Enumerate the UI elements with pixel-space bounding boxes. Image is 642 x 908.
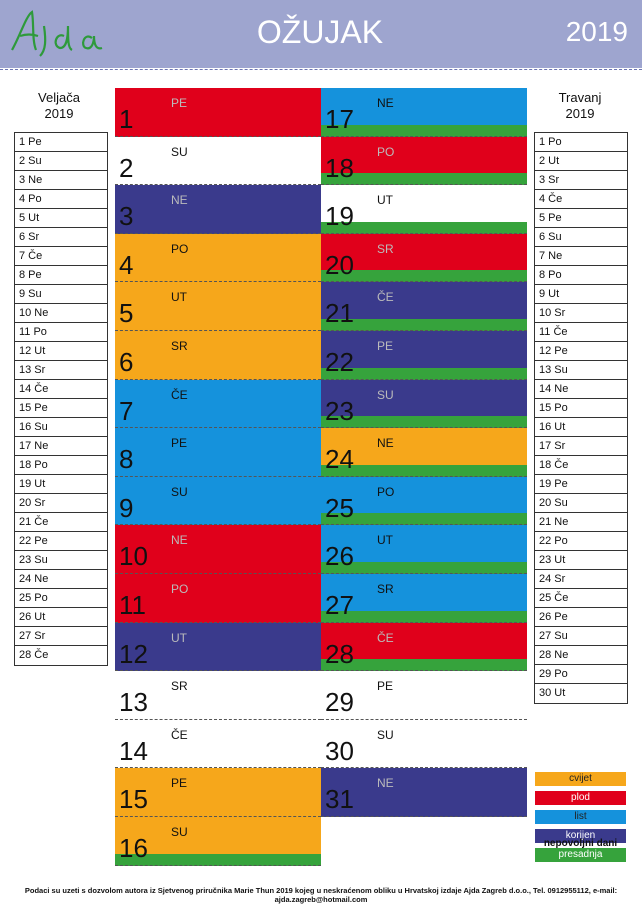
- day-weekday: NE: [377, 436, 394, 451]
- prev-month-day-row: 20 Sr: [15, 494, 107, 513]
- prev-month-day-row: 21 Če: [15, 513, 107, 532]
- day-weekday: PE: [377, 339, 394, 353]
- day-number: 24: [325, 444, 354, 475]
- day-number: 17: [325, 104, 354, 134]
- day-cell: [115, 88, 321, 137]
- next-month-day-row: 10 Sr: [535, 304, 627, 323]
- day-cell: [321, 671, 527, 720]
- next-month-day-row: 28 Ne: [535, 646, 627, 665]
- day-separator: [115, 865, 321, 866]
- prev-month-day-row: 16 Su: [15, 418, 107, 437]
- day-cell: [115, 574, 321, 623]
- day-weekday: SU: [171, 484, 188, 499]
- day-weekday: UT: [171, 630, 187, 645]
- day-number: 28: [325, 638, 354, 669]
- day-cell: [115, 768, 321, 817]
- next-month-day-list: [534, 132, 628, 704]
- next-month-day-row: 30 Ut: [539, 687, 566, 699]
- prev-month-day-row: 15 Pe: [15, 399, 107, 418]
- prev-month-day-row: 18 Po: [15, 456, 107, 475]
- day-cell: [321, 720, 527, 769]
- next-month-day-row: 19 Pe: [535, 475, 627, 494]
- legend-unfavourable-days: nepovoljni dani: [543, 838, 618, 849]
- day-cell: [321, 477, 527, 526]
- prev-month-title: Veljača: [38, 90, 80, 105]
- day-number: 22: [325, 347, 354, 377]
- next-month-day-row: 18 Če: [535, 456, 627, 475]
- legend-item-presadnja: presadnja: [535, 848, 626, 862]
- day-weekday: NE: [171, 193, 188, 208]
- day-cell: [321, 623, 527, 672]
- day-weekday: ČE: [171, 387, 188, 402]
- day-number: 13: [119, 687, 148, 718]
- prev-month-day-row: 3 Ne: [15, 171, 107, 190]
- day-number: 14: [119, 735, 148, 766]
- day-cell: [115, 623, 321, 672]
- day-weekday: PO: [377, 484, 395, 499]
- day-constellation-fill: [115, 331, 321, 380]
- day-constellation-fill: [115, 282, 321, 331]
- day-constellation-fill: [115, 477, 321, 526]
- prev-month-day-row: 28 Če: [19, 649, 49, 661]
- day-constellation-fill: [115, 428, 321, 477]
- prev-month-day-row: 2 Su: [15, 152, 107, 171]
- day-weekday: PO: [171, 582, 189, 596]
- next-month-day-row: 8 Po: [535, 266, 627, 285]
- ajda-logo: [6, 6, 126, 58]
- next-month-title: Travanj: [558, 90, 602, 105]
- day-weekday: UT: [377, 193, 393, 208]
- day-cell: [321, 574, 527, 623]
- next-month-day-row: 16 Ut: [535, 418, 627, 437]
- day-number: 31: [325, 784, 354, 815]
- prev-month-heading: [14, 90, 104, 122]
- next-month-day-row: 17 Sr: [535, 437, 627, 456]
- day-cell: [115, 282, 321, 331]
- day-constellation-fill: [115, 88, 321, 137]
- next-month-day-row: 27 Su: [535, 627, 627, 646]
- day-number: 8: [119, 444, 134, 475]
- prev-month-day-row: 6 Sr: [15, 228, 107, 247]
- next-month-day-row: 1 Po: [535, 133, 627, 152]
- day-number: 9: [119, 492, 134, 523]
- day-weekday: SU: [171, 144, 188, 159]
- prev-month-day-row: 22 Pe: [15, 532, 107, 551]
- day-number: 20: [325, 249, 354, 280]
- day-cell: [115, 428, 321, 477]
- prev-month-day-row: 24 Ne: [15, 570, 107, 589]
- footer-note: Podaci su uzeti s dozvolom autora iz Sjetvenog priručnika Marie Thun 2019 kojeg u neskraćenom obliku u Hrvatskoj izdaje Ajda Zagreb d.o.o., Tel. 0912955112, e-mail: ajda.zagreb@hotmail.com: [24, 886, 618, 904]
- day-cell: [115, 525, 321, 574]
- day-cell: [321, 282, 527, 331]
- legend-item-korijen: korijen: [535, 829, 626, 843]
- day-weekday: PE: [171, 96, 188, 110]
- day-number: 23: [325, 395, 354, 426]
- prev-month-day-row: 4 Po: [15, 190, 107, 209]
- day-weekday: PE: [377, 679, 394, 694]
- next-month-day-row: 5 Pe: [535, 209, 627, 228]
- day-number: 5: [119, 298, 134, 329]
- day-number: 15: [119, 784, 148, 815]
- next-month-day-row: 12 Pe: [535, 342, 627, 361]
- next-month-day-row: 6 Su: [535, 228, 627, 247]
- prev-month-year: 2019: [44, 106, 74, 121]
- day-cell: [115, 720, 321, 769]
- day-number: 1: [119, 104, 134, 134]
- day-constellation-fill: [115, 380, 321, 429]
- next-month-day-row: 23 Ut: [535, 551, 627, 570]
- next-month-day-row: 14 Ne: [535, 380, 627, 399]
- day-cell: [321, 331, 527, 380]
- month-title: OŽUJAK: [256, 14, 384, 50]
- prev-month-day-row: 1 Pe: [15, 133, 107, 152]
- day-number: 4: [119, 249, 134, 280]
- next-month-day-row: 24 Sr: [535, 570, 627, 589]
- next-month-heading: [534, 90, 626, 122]
- day-number: 16: [119, 833, 148, 863]
- day-cell: [321, 137, 527, 186]
- day-cell: [321, 428, 527, 477]
- day-number: 25: [325, 492, 354, 523]
- next-month-day-row: 2 Ut: [535, 152, 627, 171]
- day-weekday: PO: [377, 144, 395, 159]
- day-weekday: NE: [171, 533, 188, 548]
- day-weekday: NE: [377, 96, 394, 110]
- header-divider: [0, 69, 642, 70]
- prev-month-day-row: 13 Sr: [15, 361, 107, 380]
- prev-month-day-row: 26 Ut: [15, 608, 107, 627]
- day-weekday: SR: [171, 339, 188, 353]
- day-number: 11: [119, 590, 146, 620]
- day-cell: [321, 234, 527, 283]
- next-month-day-row: 11 Če: [535, 323, 627, 342]
- next-month-day-row: 26 Pe: [535, 608, 627, 627]
- day-cell: [115, 477, 321, 526]
- next-month-day-row: 7 Ne: [535, 247, 627, 266]
- day-weekday: NE: [377, 776, 394, 791]
- prev-month-day-row: 19 Ut: [15, 475, 107, 494]
- day-weekday: SU: [171, 825, 188, 839]
- prev-month-day-row: 10 Ne: [15, 304, 107, 323]
- day-number: 30: [325, 735, 354, 766]
- next-month-day-row: 13 Su: [535, 361, 627, 380]
- next-month-day-row: 22 Po: [535, 532, 627, 551]
- day-cell: [321, 525, 527, 574]
- day-weekday: PO: [171, 241, 189, 256]
- day-number: 6: [119, 347, 134, 377]
- next-month-day-row: 29 Po: [535, 665, 627, 684]
- day-cell: [321, 185, 527, 234]
- prev-month-day-row: 14 Če: [15, 380, 107, 399]
- next-month-day-row: 25 Če: [535, 589, 627, 608]
- day-number: 2: [119, 152, 134, 183]
- legend-item-cvijet: cvijet: [535, 772, 626, 786]
- prev-month-day-row: 23 Su: [15, 551, 107, 570]
- next-month-day-row: 9 Ut: [535, 285, 627, 304]
- prev-month-day-row: 11 Po: [15, 323, 107, 342]
- day-number: 12: [119, 638, 148, 669]
- day-weekday: UT: [377, 533, 393, 548]
- day-number: 26: [325, 541, 354, 572]
- prev-month-day-row: 8 Pe: [15, 266, 107, 285]
- next-month-day-row: 20 Su: [535, 494, 627, 513]
- prev-month-day-row: 17 Ne: [15, 437, 107, 456]
- day-number: 21: [325, 298, 354, 329]
- day-number: 18: [325, 152, 354, 183]
- next-month-day-row: 21 Ne: [535, 513, 627, 532]
- day-cell: [321, 88, 527, 137]
- day-weekday: PE: [171, 436, 188, 451]
- day-weekday: SR: [171, 679, 188, 694]
- day-cell: [115, 137, 321, 186]
- day-weekday: SU: [377, 727, 394, 742]
- day-number: 3: [119, 201, 134, 232]
- day-number: 19: [325, 201, 354, 232]
- year-title: 2019: [565, 16, 628, 47]
- legend-item-plod: plod: [535, 791, 626, 805]
- day-cell: [321, 380, 527, 429]
- day-cell: [115, 331, 321, 380]
- next-month-year: 2019: [565, 106, 595, 121]
- day-weekday: ČE: [377, 630, 394, 645]
- legend-item-list: list: [535, 810, 626, 824]
- next-month-day-row: 3 Sr: [535, 171, 627, 190]
- day-cell: [115, 380, 321, 429]
- day-constellation-fill: [115, 234, 321, 283]
- day-weekday: PE: [171, 776, 188, 791]
- prev-month-day-row: 5 Ut: [15, 209, 107, 228]
- day-constellation-fill: [115, 185, 321, 234]
- day-weekday: SR: [377, 582, 394, 596]
- day-number: 10: [119, 541, 148, 572]
- prev-month-day-row: 25 Po: [15, 589, 107, 608]
- next-month-day-row: 15 Po: [535, 399, 627, 418]
- prev-month-day-row: 12 Ut: [15, 342, 107, 361]
- prev-month-day-row: 9 Su: [15, 285, 107, 304]
- day-cell: [321, 768, 527, 817]
- day-cell: [115, 671, 321, 720]
- day-cell: [115, 817, 321, 866]
- day-weekday: UT: [171, 290, 187, 305]
- day-weekday: ČE: [171, 727, 188, 742]
- day-number: 29: [325, 687, 354, 718]
- day-number: 7: [119, 395, 134, 426]
- day-weekday: SU: [377, 387, 394, 402]
- day-cell: [115, 234, 321, 283]
- day-weekday: ČE: [377, 290, 394, 305]
- day-cell: [115, 185, 321, 234]
- day-number: 27: [325, 590, 354, 620]
- day-separator: [321, 816, 527, 817]
- day-weekday: SR: [377, 241, 394, 256]
- prev-month-day-row: 27 Sr: [15, 627, 107, 646]
- next-month-day-row: 4 Če: [535, 190, 627, 209]
- prev-month-day-row: 7 Če: [15, 247, 107, 266]
- prev-month-day-list: [14, 132, 108, 666]
